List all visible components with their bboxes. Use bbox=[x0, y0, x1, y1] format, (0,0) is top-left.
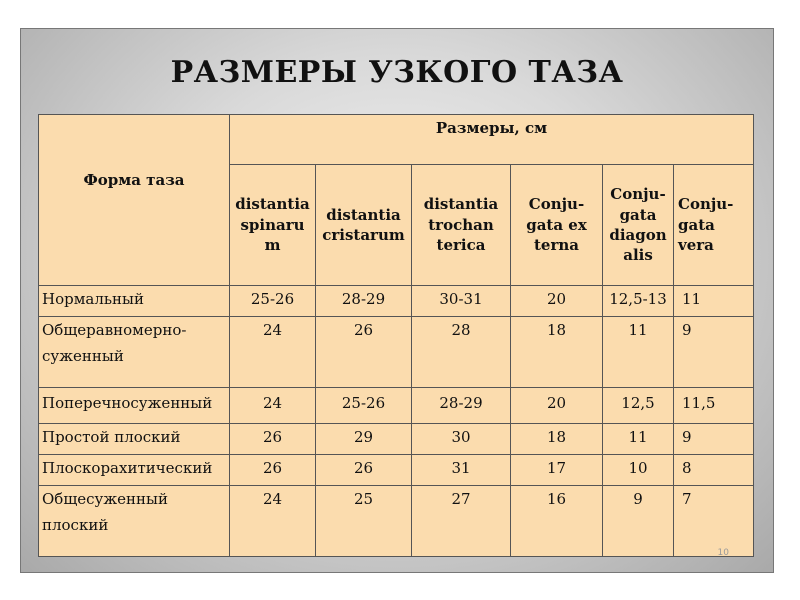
cell-value: 27 bbox=[412, 486, 511, 557]
cell-value: 26 bbox=[230, 455, 316, 486]
col-label: Conju- gata vera bbox=[678, 195, 734, 254]
cell-value: 24 bbox=[230, 388, 316, 424]
cell-value: 9 bbox=[603, 486, 674, 557]
col-label: Conju- gata diagon alis bbox=[609, 185, 667, 265]
cell-value: 7 bbox=[674, 486, 754, 557]
row-name: Плоскорахитический bbox=[39, 455, 230, 486]
cell-value: 30-31 bbox=[412, 286, 511, 317]
cell-value: 30 bbox=[412, 424, 511, 455]
cell-value: 17 bbox=[511, 455, 603, 486]
col-label: distantia trochan terica bbox=[423, 195, 499, 254]
row-name: Поперечносуженный bbox=[39, 388, 230, 424]
table-row bbox=[39, 286, 754, 317]
cell-value: 26 bbox=[230, 424, 316, 455]
cell-value: 8 bbox=[674, 455, 754, 486]
data-table bbox=[38, 114, 754, 557]
page-number: 10 bbox=[717, 548, 729, 558]
table-row bbox=[39, 317, 754, 388]
table-row bbox=[39, 486, 754, 557]
row-name: Общеравномерно- суженный bbox=[39, 317, 230, 388]
cell-value: 24 bbox=[230, 317, 316, 388]
cell-value: 11 bbox=[603, 317, 674, 388]
row-name: Простой плоский bbox=[39, 424, 230, 455]
header-form: Форма таза bbox=[39, 115, 230, 286]
cell-value: 28-29 bbox=[412, 388, 511, 424]
cell-value: 11,5 bbox=[674, 388, 754, 424]
cell-value: 18 bbox=[511, 317, 603, 388]
cell-value: 25 bbox=[316, 486, 412, 557]
col-conjugata-diagonalis bbox=[603, 164, 674, 285]
table-row bbox=[39, 388, 754, 424]
row-name: Общесуженный плоский bbox=[39, 486, 230, 557]
row-name: Нормальный bbox=[39, 286, 230, 317]
cell-value: 28 bbox=[412, 317, 511, 388]
slide-title: РАЗМЕРЫ УЗКОГО ТАЗА bbox=[170, 55, 624, 90]
col-label: distantia cristarum bbox=[322, 205, 405, 244]
col-label: Conju- gata ex terna bbox=[526, 195, 587, 254]
table-row bbox=[39, 424, 754, 455]
header-row bbox=[39, 115, 754, 165]
cell-value: 18 bbox=[511, 424, 603, 455]
cell-value: 24 bbox=[230, 486, 316, 557]
col-distantia-trochanterica bbox=[412, 164, 511, 285]
col-label: distantia spinaru m bbox=[235, 195, 310, 254]
table-row bbox=[39, 455, 754, 486]
header-sizes: Размеры, см bbox=[230, 115, 754, 165]
cell-value: 25-26 bbox=[316, 388, 412, 424]
cell-value: 11 bbox=[674, 286, 754, 317]
cell-value: 29 bbox=[316, 424, 412, 455]
col-distantia-cristarum bbox=[316, 164, 412, 285]
cell-value: 28-29 bbox=[316, 286, 412, 317]
cell-value: 31 bbox=[412, 455, 511, 486]
cell-value: 16 bbox=[511, 486, 603, 557]
col-conjugata-externa bbox=[511, 164, 603, 285]
pelvis-size-table bbox=[38, 114, 753, 557]
cell-value: 20 bbox=[511, 286, 603, 317]
cell-value: 12,5-13 bbox=[603, 286, 674, 317]
cell-value: 20 bbox=[511, 388, 603, 424]
cell-value: 12,5 bbox=[603, 388, 674, 424]
cell-value: 9 bbox=[674, 424, 754, 455]
cell-value: 26 bbox=[316, 317, 412, 388]
cell-value: 11 bbox=[603, 424, 674, 455]
col-distantia-spinarum bbox=[230, 164, 316, 285]
cell-value: 26 bbox=[316, 455, 412, 486]
slide bbox=[20, 28, 774, 573]
cell-value: 9 bbox=[674, 317, 754, 388]
col-conjugata-vera bbox=[674, 164, 754, 285]
cell-value: 25-26 bbox=[230, 286, 316, 317]
cell-value: 10 bbox=[603, 455, 674, 486]
